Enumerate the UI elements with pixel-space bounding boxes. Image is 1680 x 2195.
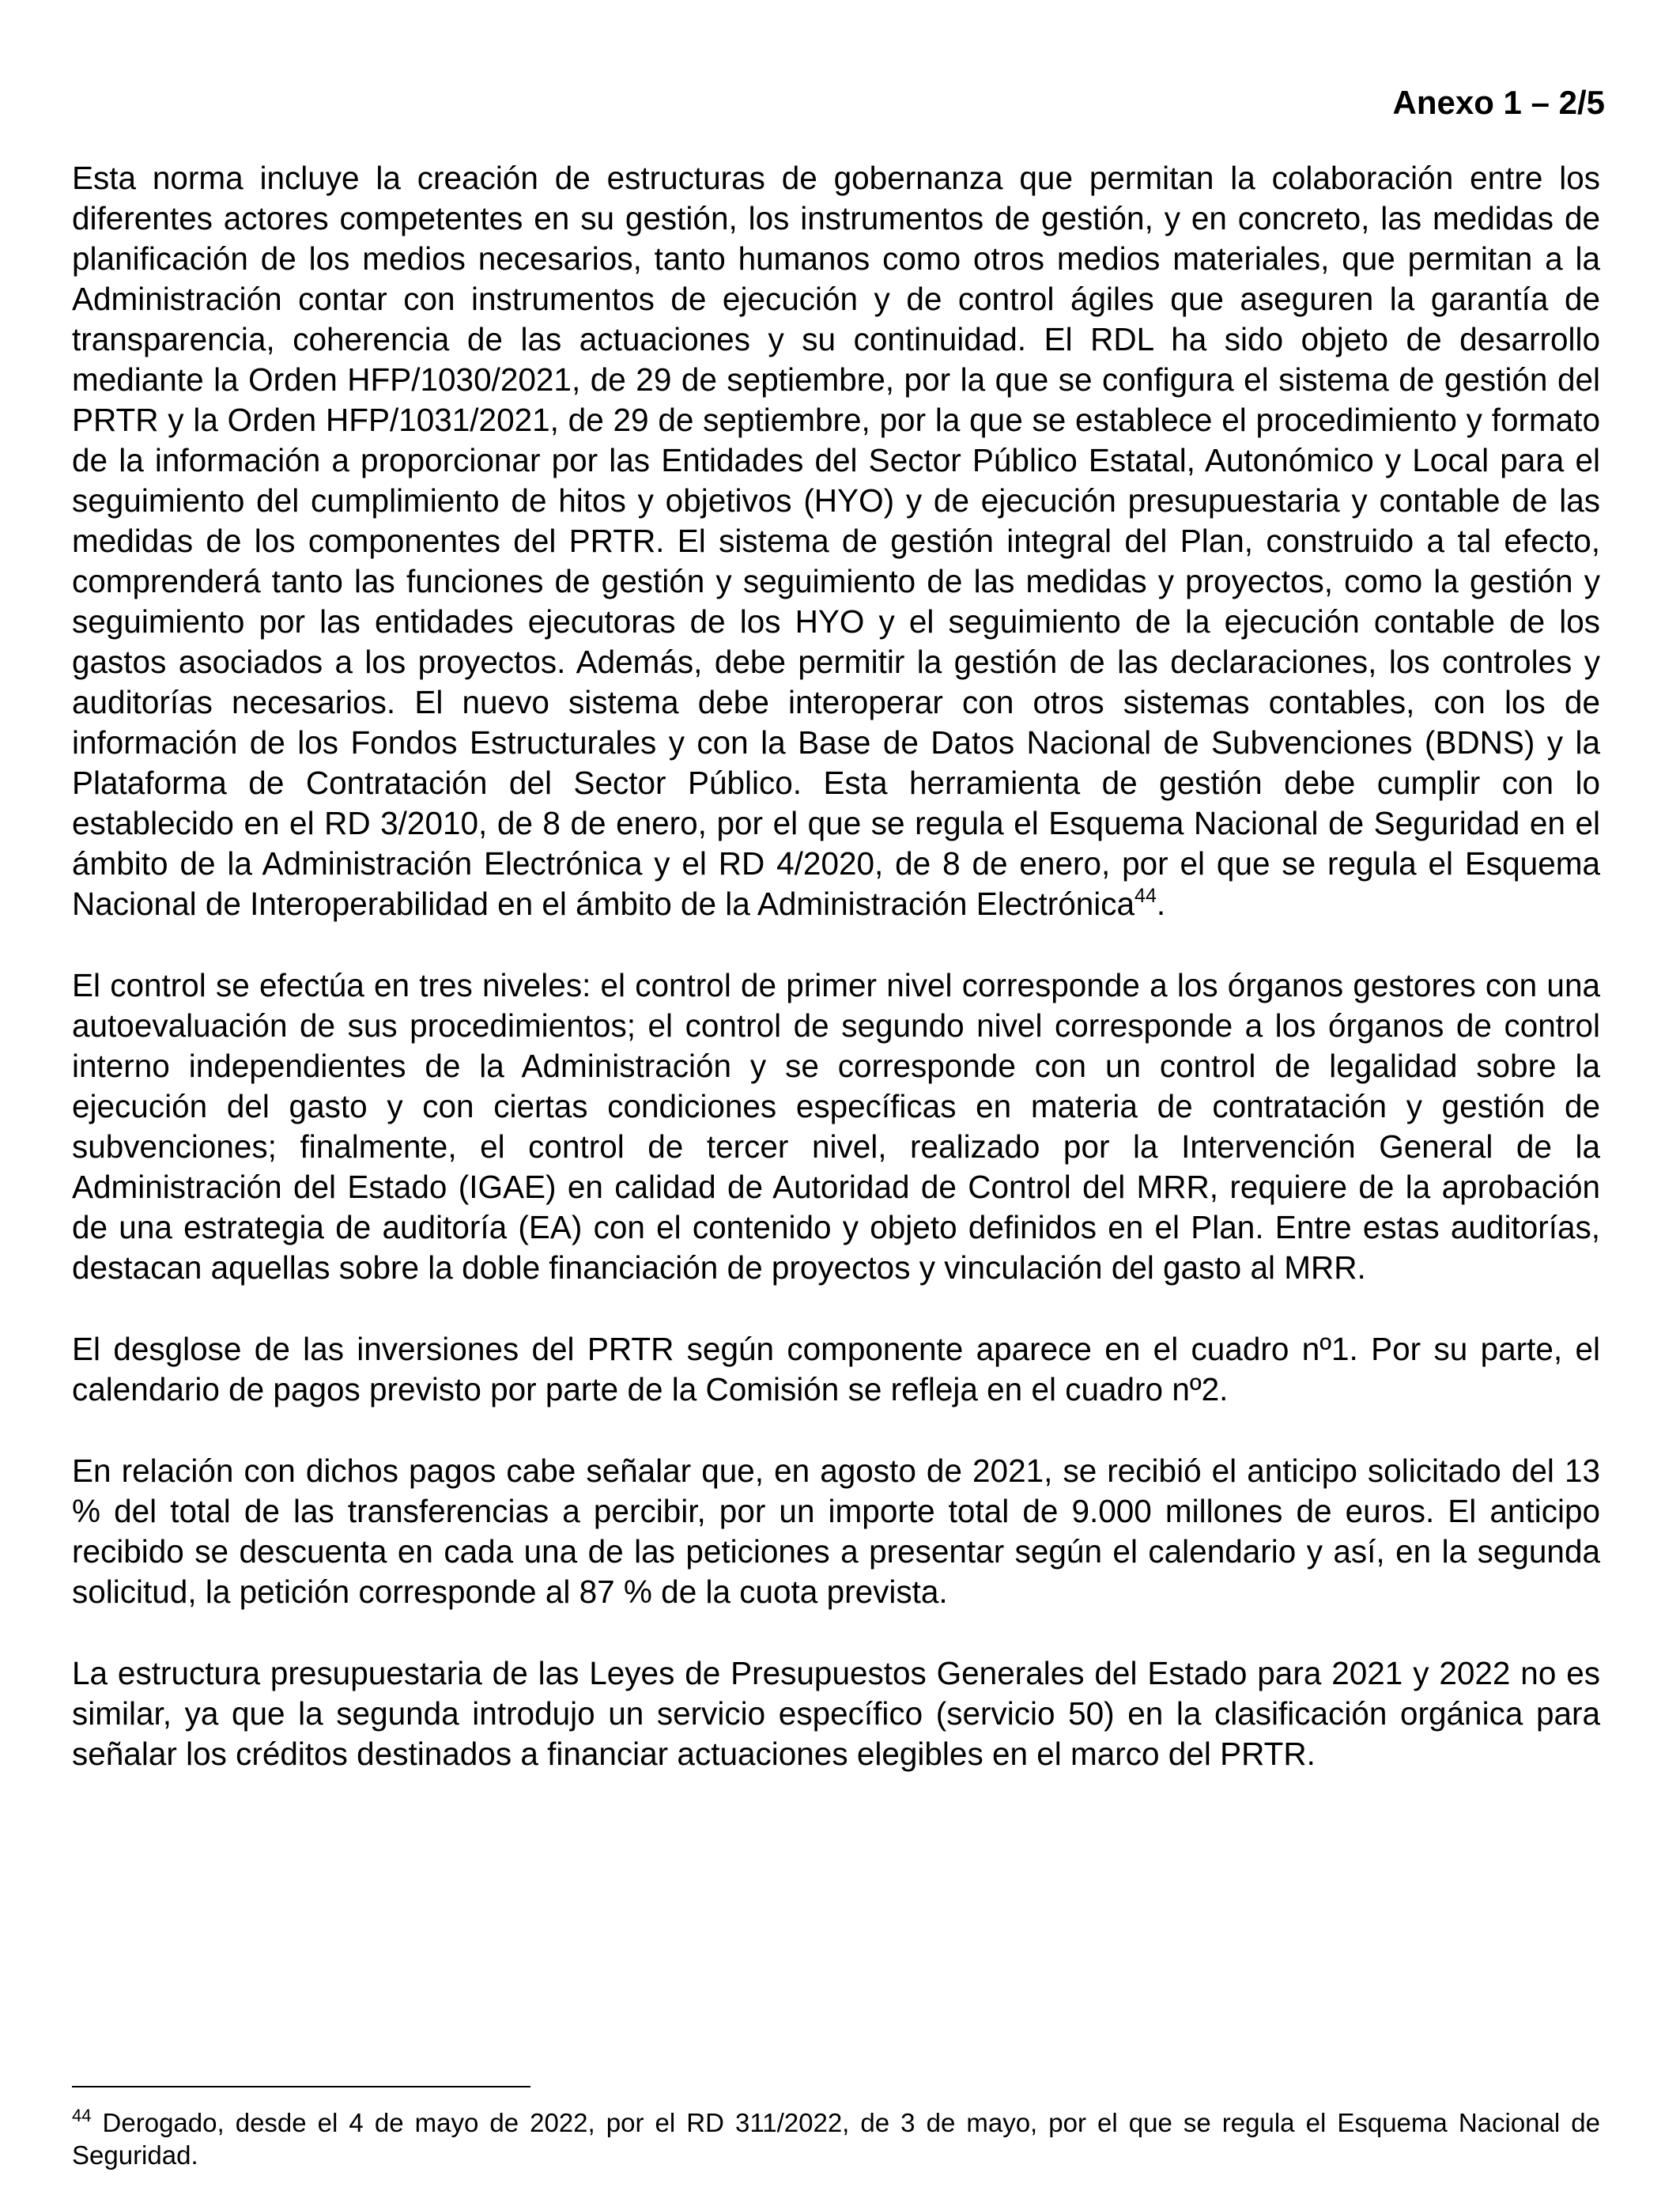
paragraph-control-niveles: El control se efectúa en tres niveles: el control de primer nivel corresponde a los órganos gestores con una autoevaluación de sus procedimientos; el control de segundo nivel corresponde a los órganos de control interno independientes de la Administración y se corresponde con un control de legalidad sobre la ejecución del gasto y con ciertas condiciones específicas en materia de contratación y gestión de subvenciones; finalmente, el control de tercer nivel, realizado por la Intervención General de la Administración del Estado (IGAE) en calidad de Autoridad de Control del MRR, requiere de la aprobación de una estrategia de auditoría (EA) con el contenido y objeto definidos en el Plan. Entre estas auditorías, destacan aquellas sobre la doble financiación de proyectos y vinculación del gasto al MRR. xyxy=(72,967,1600,1286)
footnote-reference[interactable]: 44 xyxy=(1134,885,1157,907)
paragraph-estructura-presupuestaria: La estructura presupuestaria de las Leyes de Presupuestos Generales del Estado para 2021 y 2022 no es similar, ya que la segunda introdujo un servicio específico (servicio 50) en la clasificación orgánica para señalar los créditos destinados a financiar actuaciones elegibles en el marco del PRTR. xyxy=(72,1655,1600,1772)
footnote-separator xyxy=(72,2086,530,2087)
footnote-text: Derogado, desde el 4 de mayo de 2022, por el RD 311/2022, de 3 de mayo, por el que se regula el Esquema Nacional de Seguridad. xyxy=(72,2108,1600,2170)
paragraph-gobernanza-end: . xyxy=(1156,886,1166,922)
paragraph-pagos-anticipo: En relación con dichos pagos cabe señalar que, en agosto de 2021, se recibió el anticipo solicitado del 13 % del total de las transferencias a percibir, por un importe total de 9.000 millones de euros. El anticipo recibido se descuenta en cada una de las peticiones a presentar según el calendario y así, en la segunda solicitud, la petición corresponde al 87 % de la cuota prevista. xyxy=(72,1453,1600,1610)
paragraph-gobernanza xyxy=(72,158,1600,924)
footnote-number: 44 xyxy=(72,2106,92,2125)
paragraph-gobernanza-text: Esta norma incluye la creación de estructuras de gobernanza que permitan la colaboración entre los diferentes actores competentes en su gestión, los instrumentos de gestión, y en concreto, las medidas de planificación de los medios necesarios, tanto humanos como otros medios materiales, que permitan a la Administración contar con instrumentos de ejecución y de control ágiles que aseguren la garantía de transparencia, coherencia de las actuaciones y su continuidad. El RDL ha sido objeto de desarrollo mediante la Orden HFP/1030/2021, de 29 de septiembre, por la que se configura el sistema de gestión del PRTR y la Orden HFP/1031/2021, de 29 de septiembre, por la que se establece el procedimiento y formato de la información a proporcionar por las Entidades del Sector Público Estatal, Autonómico y Local para el seguimiento del cumplimiento de hitos y objetivos (HYO) y de ejecución presupuestaria y contable de las medidas de los componentes del PRTR. El sistema de gestión integral del Plan, construido a tal efecto, comprenderá tanto las funciones de gestión y seguimiento de las medidas y proyectos, como la gestión y seguimiento por las entidades ejecutoras de los HYO y el seguimiento de la ejecución contable de los gastos asociados a los proyectos. Además, debe permitir la gestión de las declaraciones, los controles y auditorías necesarios. El nuevo sistema debe interoperar con otros sistemas contables, con los de información de los Fondos Estructurales y con la Base de Datos Nacional de Subvenciones (BDNS) y la Plataforma de Contratación del Sector Público. Esta herramienta de gestión debe cumplir con lo establecido en el RD 3/2010, de 8 de enero, por el que se regula el Esquema Nacional de Seguridad en el ámbito de la Administración Electrónica y el RD 4/2020, de 8 de enero, por el que se regula el Esquema Nacional de Interoperabilidad en el ámbito de la Administración Electrónica xyxy=(72,160,1600,922)
document-body xyxy=(72,158,1600,1815)
annex-page-label: Anexo 1 – 2/5 xyxy=(1392,84,1605,121)
footnote xyxy=(72,2106,1600,2171)
paragraph-desglose: El desglose de las inversiones del PRTR según componente aparece en el cuadro nº1. Por su parte, el calendario de pagos previsto por parte de la Comisión se refleja en el cuadro nº2. xyxy=(72,1331,1600,1407)
